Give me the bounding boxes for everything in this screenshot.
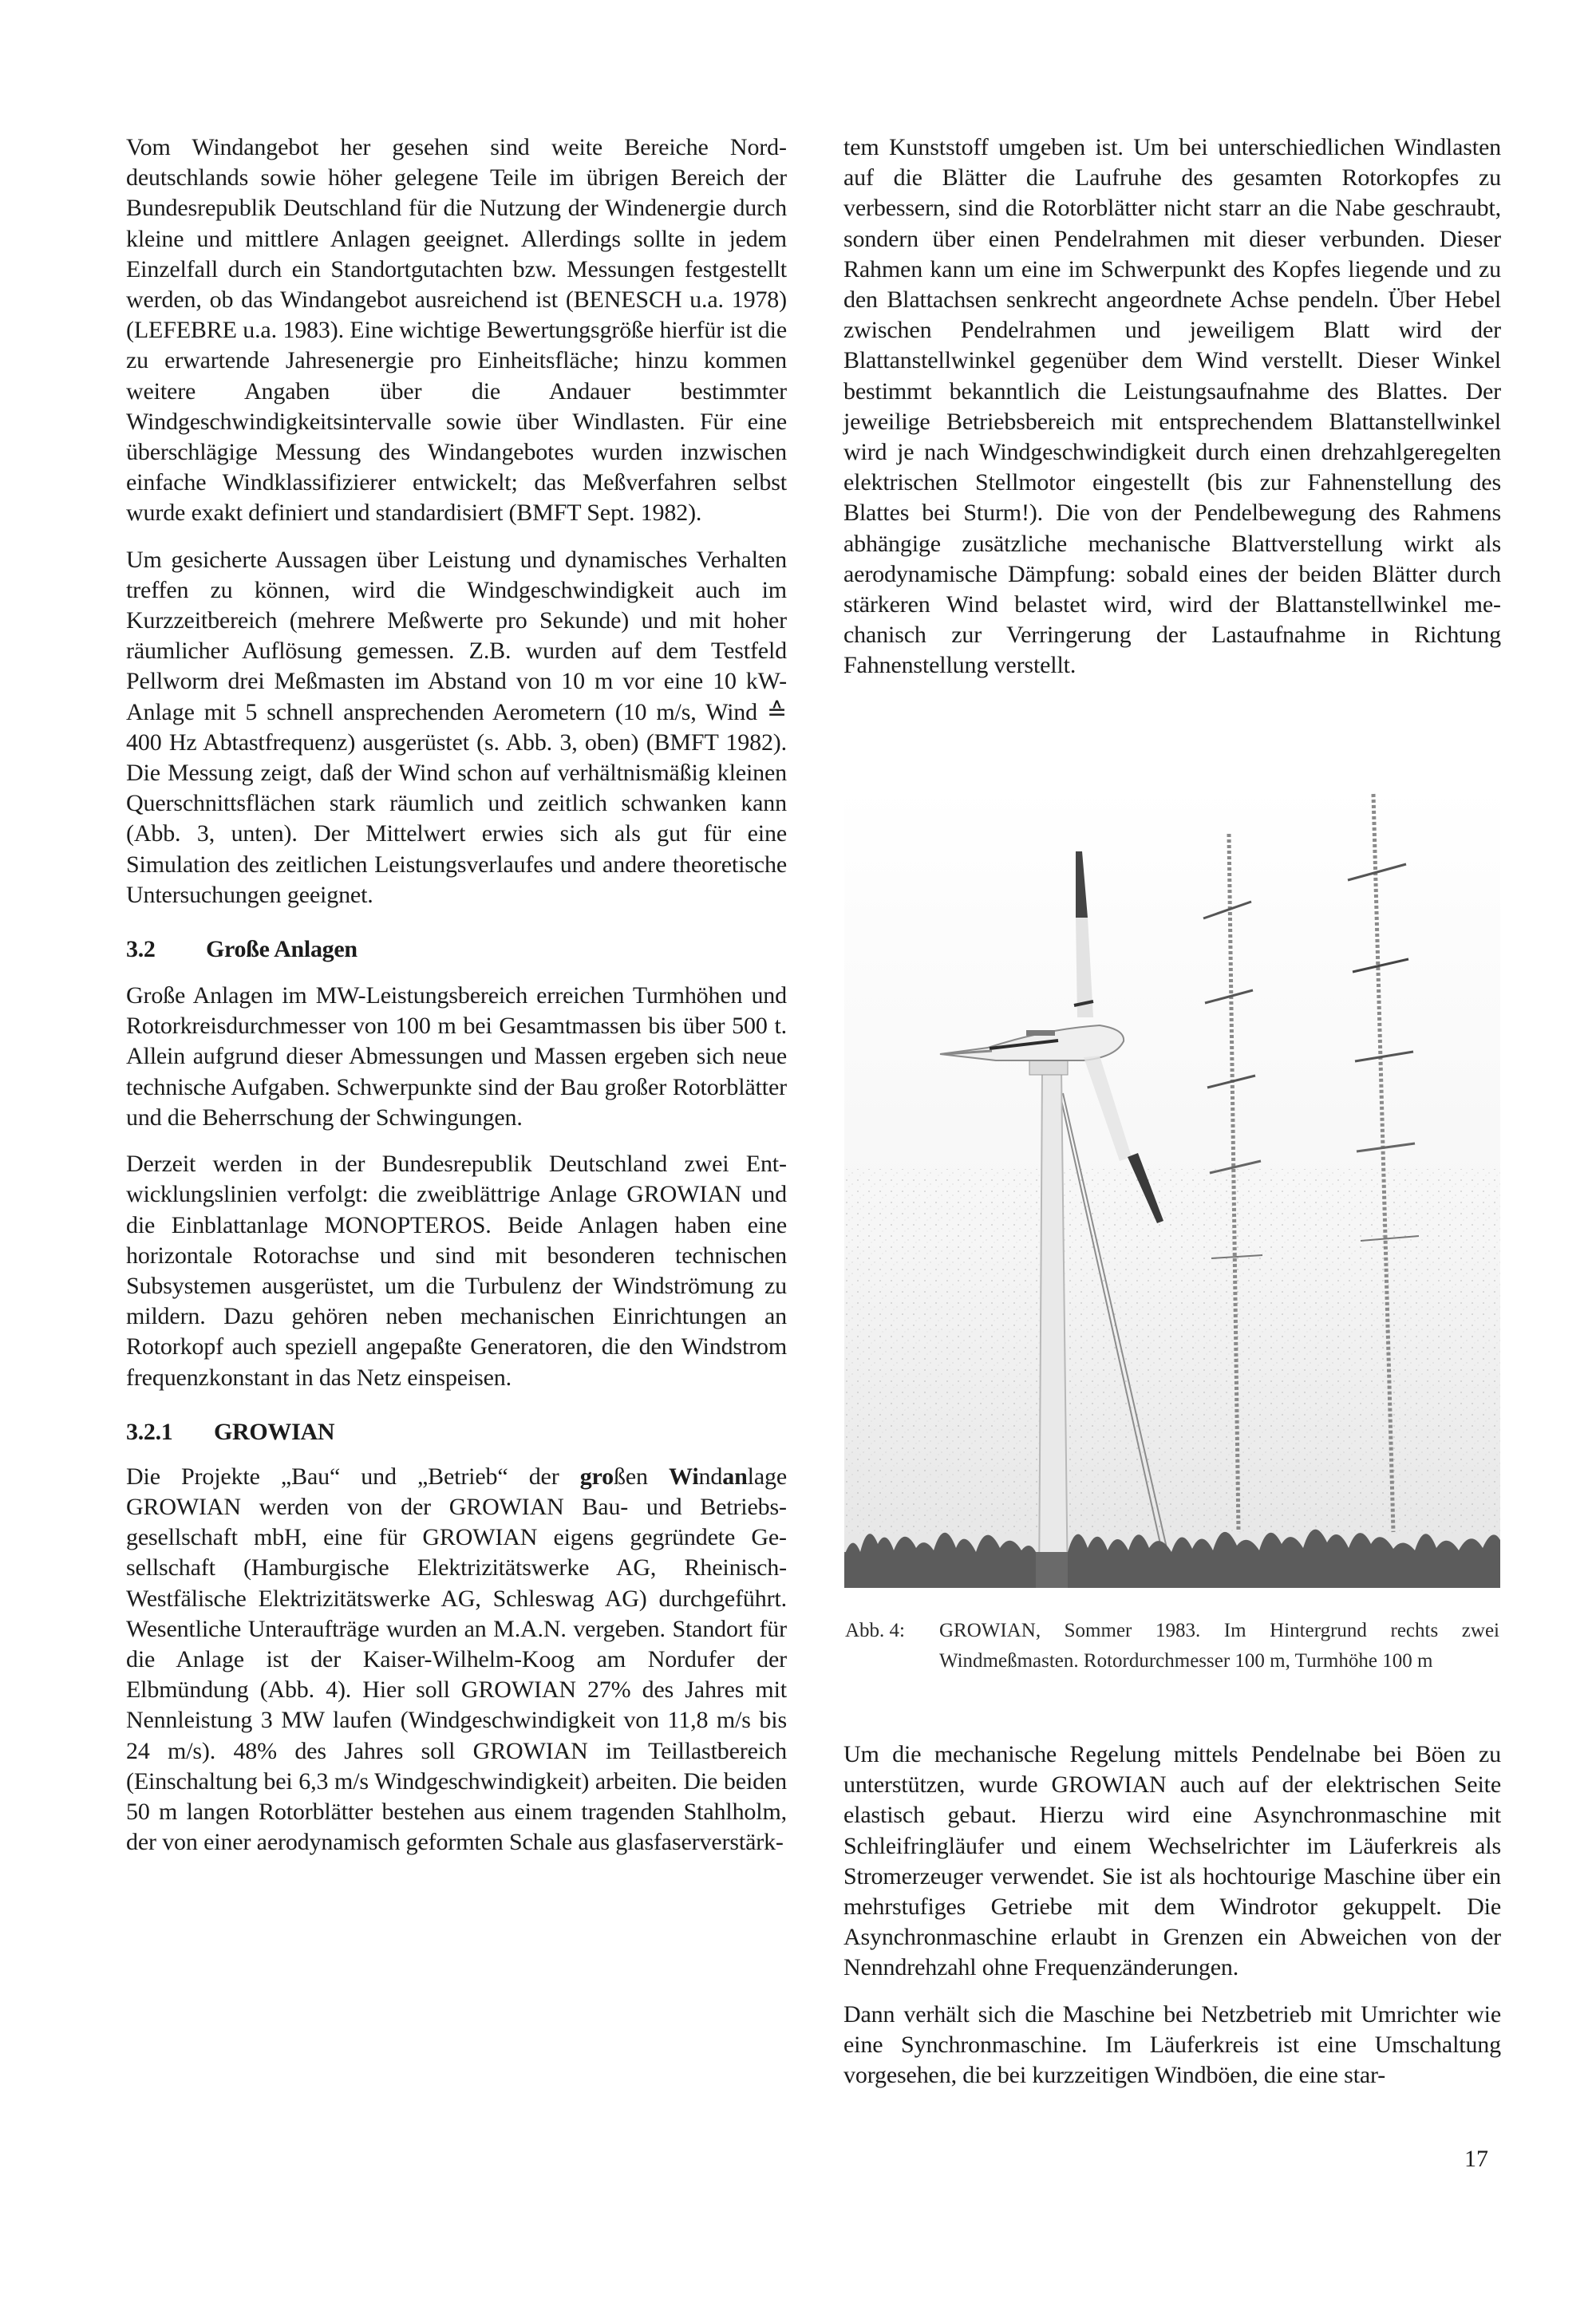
growian-acronym-phrase	[580, 1463, 787, 1490]
right-column-lower	[843, 1739, 1501, 2107]
figure-caption	[845, 1616, 1499, 1676]
paragraph-wind-measurement: Um gesicherte Aussagen über Leistung und dynamisches Verhalten treffen zu können, wird die Windgeschwindigkeit auch im Kurzzeitbereich (mehrere Meßwerte pro Sekunde) und mit hoher räumlicher Auflösung gemessen. Z.B. wurden auf dem Testfeld Pellworm drei Meßmasten im Abstand von 10 m vor eine 10 kW-Anlage mit 5 schnell ansprechenden Aerometern (10 m/s, Wind ≙ 400 Hz Abtastfrequenz) ausgerüstet (s. Abb. 3, oben) (BMFT 1982). Die Messung zeigt, daß der Wind schon auf verhältnismäßig kleinen Querschnittsflächen stark räumlich und zeitlich schwanken kann (Abb. 3, unten). Der Mittelwert erwies sich als gut für eine Simulation des zeitlichen Leistungsverlaufes und andere theoretische Untersuchungen geeignet.	[126, 546, 787, 908]
left-column	[126, 132, 787, 1874]
paragraph-rotor-blades-continued: tem Kunststoff umgeben ist. Um bei unterschiedlichen Windlasten auf die Blätter die Laufruhe des gesamten Rotorkopfes zu verbessern, sind die Rotorblätter nicht starr an die Nabe geschraubt, sondern über einen Pendelrahmen mit dieser verbunden. Dieser Rahmen kann um eine im Schwerpunkt des Kopfes liegende und zu den Blattachsen senkrecht angeordnete Achse pendeln. Über Hebel zwischen Pendelrahmen und jeweiligem Blatt wird der Blattanstellwinkel gegenüber dem Wind verstellt. Dieser Winkel bestimmt bekanntlich die Leistungsaufnahme des Blattes. Der jeweilige Betriebsbereich mit entsprechendem Blattanstellwinkel wird je nach Windgeschwindigkeit durch einen drehzahlgeregelten elektrischen Stellmotor eingestellt (bis zur Fahnenstellung des Blattes bei Sturm!). Die von der Pendelbewegung des Rahmens abhängige zusätzliche mechanische Blattverstellung wirkt als aerodynamische Dämpfung: sobald eines der beiden Blätter durch stärkeren Wind belastet wird, wird der Blattanstellwinkel mechanisch zur Verringerung der Lastaufnahme in Richtung Fahnenstellung verstellt.	[843, 134, 1501, 679]
section-number: 3.2	[126, 936, 156, 963]
caption-label: Abb. 4:	[845, 1620, 905, 1641]
paragraph-growian-intro: Die Projekte „Bau“ und „Betrieb“ der	[126, 1463, 580, 1490]
acronym-letters: nd	[698, 1463, 723, 1490]
section-title: Große Anlagen	[206, 936, 358, 963]
subsection-number: 3.2.1	[126, 1418, 173, 1445]
subsection-title: GROWIAN	[214, 1418, 335, 1445]
paragraph-synchronous-behavior: Dann verhält sich die Maschine bei Netzbetrieb mit Umrichter wie eine Synchronmaschine. Im Läuferkreis ist eine Umschaltung vorgesehen, die bei kurzzeitigen Windböen, die eine star-	[843, 2000, 1501, 2089]
paragraph-growian-body: GROWIAN werden von der GROWIAN Bau- und Betriebsgesellschaft mbH, eine für GROWIAN eigens gegründete Gesellschaft (Hamburgische Elektrizitätswerke AG, Rheinisch-Westfälische Elektrizitätswerke AG, Schleswag AG) durchgeführt. Wesentliche Unteraufträge wurden an M.A.N. vergeben. Standort für die Anlage ist der Kaiser-Wilhelm-Koog am Nordufer der Elbmündung (Abb. 4). Hier soll GROWIAN 27% des Jahres mit Nennleistung 3 MW laufen (Windgeschwindigkeit von 11,8 m/s bis 24 m/s). 48% des Jahres soll GROWIAN im Teillastbereich (Einschaltung bei 6,3 m/s Windgeschwindigkeit) arbeiten. Die beiden 50 m langen Rotorblätter bestehen aus einem tragenden Stahlholm, der von einer aerodynamisch geformten Schale aus glasfaserverstärk-	[126, 1493, 787, 1856]
acronym-letters-bold: gro	[579, 1463, 614, 1490]
ground	[844, 1588, 1500, 1601]
figure-growian-photo	[844, 786, 1500, 1601]
right-column	[843, 132, 1501, 697]
section-heading-3-2	[126, 934, 787, 965]
paragraph-large-plants: Große Anlagen im MW-Leistungsbereich erreichen Turmhöhen und Rotorkreisdurchmesser von 100 m bei Gesamtmassen bis über 500 t. Allein aufgrund dieser Abmessungen und Massen ergeben sich neue technische Aufgaben. Schwerpunkte sind der Bau großer Rotorblätter und die Beherrschung der Schwingungen.	[126, 982, 787, 1131]
caption-text: GROWIAN, Sommer 1983. Im Hintergrund rechts zwei Windmeßmasten. Rotordurchmesser 100 m, Turmhöhe 100 m	[939, 1620, 1499, 1672]
acronym-letters: ßen	[614, 1463, 670, 1490]
acronym-letters-bold: Wi	[669, 1463, 699, 1490]
page-number: 17	[1464, 2146, 1488, 2172]
acronym-letters-bold: an	[722, 1463, 748, 1490]
acronym-letters: lage	[747, 1463, 788, 1490]
paragraph-wind-supply: Vom Windangebot her gesehen sind weite Bereiche Norddeutschlands sowie höher gelegene Teile im übrigen Bereich der Bundesrepublik Deutschland für die Nutzung der Windenergie durch kleine und mittlere Anlagen geeignet. Allerdings sollte in jedem Einzelfall durch ein Standortgutachten bzw. Messungen festgestellt werden, ob das Windangebot ausreichend ist (BENESCH u.a. 1978) (LEFEBRE u.a. 1983). Eine wichtige Bewertungsgröße hierfür ist die zu erwartende Jahresenergie pro Einheitsfläche; hinzu kommen weitere Angaben über die Andauer bestimmter Windgeschwindigkeitsintervalle sowie über Windlasten. Für eine überschlägige Messung des Windangebotes wurden inzwischen einfache Windklassifizierer entwickelt; das Meßverfahren selbst wurde exakt definiert und standardisiert (BMFT Sept. 1982).	[126, 134, 787, 527]
paragraph-development-lines: Derzeit werden in der Bundesrepublik Deutschland zwei Entwicklungslinien verfolgt: die zweiblättrige Anlage GROWIAN und die Einblattanlage MONOPTEROS. Beide Anlagen haben eine horizontale Rotorachse und sind mit besonderen technischen Subsystemen ausgerüstet, um die Turbulenz der Windströmung zu mildern. Dazu gehören neben mechanischen Einrichtungen an Rotorkopf auch speziell angepaßte Generatoren, die den Windstrom frequenzkonstant in das Netz einspeisen.	[126, 1151, 787, 1391]
subsection-heading-3-2-1	[126, 1417, 787, 1447]
paragraph-electrical-elastic: Um die mechanische Regelung mittels Pendelnabe bei Böen zu unterstützen, wurde GROWIAN auch auf der elektrischen Seite elastisch gebaut. Hierzu wird eine Asynchronmaschine mit Schleifringläufer und einem Wechselrichter im Läuferkreis als Stromerzeuger verwendet. Sie ist als hochtourige Maschine über ein mehrstufiges Getriebe mit dem Windrotor gekuppelt. Die Asynchronmaschine erlaubt in Grenzen ein Abweichen von der Nenndrehzahl ohne Frequenzänderungen.	[843, 1741, 1501, 1981]
paragraph-growian-projects	[126, 1462, 787, 1858]
photo-grain	[844, 1169, 1500, 1536]
growian-photo	[844, 786, 1500, 1601]
